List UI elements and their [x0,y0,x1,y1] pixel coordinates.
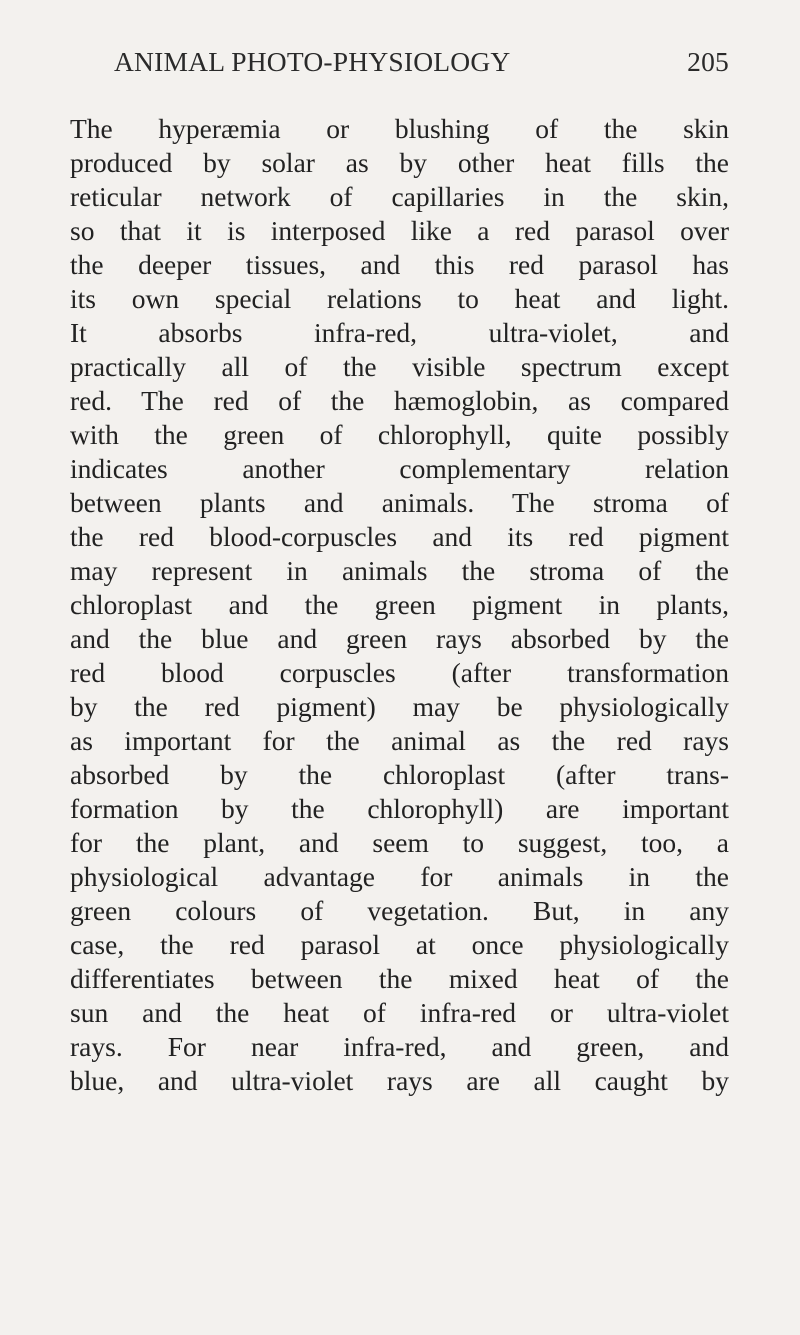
text-line: The hyperæmia or blushing of the skin [70,113,729,144]
text-line: produced by solar as by other heat fills the [70,147,729,178]
text-line: reticular network of capillaries in the skin, [70,181,729,212]
text-line: absorbed by the chloroplast (after trans- [70,759,729,790]
text-line: the deeper tissues, and this red parasol has [70,249,729,280]
running-title: ANIMAL PHOTO-PHYSIOLOGY [114,46,511,77]
text-line: physiological advantage for animals in the [70,861,729,892]
text-line: It absorbs infra-red, ultra-violet, and [70,317,729,348]
text-line: so that it is interposed like a red parasol over [70,215,729,246]
text-line: between plants and animals. The stroma of [70,487,729,518]
text-line: by the red pigment) may be physiologically [70,691,729,722]
text-line: formation by the chlorophyll) are important [70,793,729,824]
body-paragraph [70,112,729,1098]
text-line: for the plant, and seem to suggest, too, a [70,827,729,858]
text-line: indicates another complementary relation [70,453,729,484]
page-number: 205 [687,46,729,77]
text-line: red. The red of the hæmoglobin, as compared [70,385,729,416]
text-line: the red blood-corpuscles and its red pigment [70,521,729,552]
text-line: rays. For near infra-red, and green, and [70,1031,729,1062]
text-line: practically all of the visible spectrum except [70,351,729,382]
text-line: with the green of chlorophyll, quite possibly [70,419,729,450]
text-line: as important for the animal as the red rays [70,725,729,756]
running-head [114,46,729,90]
text-line: case, the red parasol at once physiologically [70,929,729,960]
text-line: green colours of vegetation. But, in any [70,895,729,926]
text-line: may represent in animals the stroma of the [70,555,729,586]
text-line: blue, and ultra-violet rays are all caught by [70,1065,729,1096]
text-line: differentiates between the mixed heat of the [70,963,729,994]
text-line: its own special relations to heat and light. [70,283,729,314]
text-line: chloroplast and the green pigment in plants, [70,589,729,620]
text-line: and the blue and green rays absorbed by the [70,623,729,654]
text-line: sun and the heat of infra-red or ultra-violet [70,997,729,1028]
text-line: red blood corpuscles (after transformation [70,657,729,688]
